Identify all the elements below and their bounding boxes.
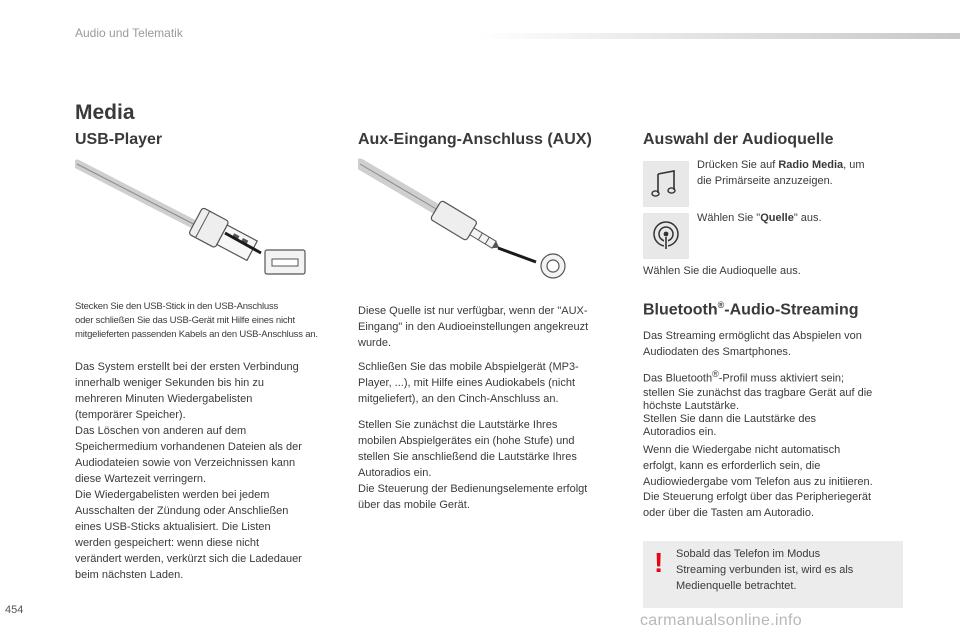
- text-span: -Profil muss aktiviert sein;: [718, 372, 845, 385]
- text-line: Eingang" in den Audioeinstellungen angekreuzt: [358, 321, 589, 333]
- text-span: Bluetooth: [643, 301, 718, 319]
- source-step-2: [697, 210, 822, 226]
- text-line: Autoradios ein.: [358, 467, 432, 479]
- aux-heading: Aux-Eingang-Anschluss (AUX): [358, 131, 592, 148]
- text-span: , um: [843, 159, 865, 171]
- text-line: Stellen Sie dann die Lautstärke des: [643, 412, 817, 425]
- warning-text: [676, 546, 896, 594]
- bluetooth-heading: [643, 300, 859, 319]
- text-line: Sobald das Telefon im Modus: [676, 548, 821, 560]
- source-step-1-line2: die Primärseite anzuzeigen.: [697, 175, 833, 187]
- section-title: Media: [75, 101, 135, 124]
- usb-heading: USB-Player: [75, 131, 163, 148]
- music-note-icon: [643, 161, 689, 207]
- usb-caption-line: Stecken Sie den USB-Stick in den USB-Anschluss: [75, 301, 279, 312]
- text-line: Die Steuerung der Bedienungselemente erfolgt: [358, 483, 588, 495]
- aux-paragraph-2: [358, 359, 628, 407]
- bluetooth-paragraph-3: [643, 442, 923, 490]
- usb-body-text: [75, 359, 345, 583]
- usb-stick-illustration: [75, 158, 315, 283]
- text-line: Wenn die Wiedergabe nicht automatisch: [643, 444, 841, 456]
- page-number: 454: [5, 604, 24, 616]
- text-line: verändert werden, verkürzt sich die Ladedauer: [75, 553, 302, 565]
- quelle-label: Quelle: [760, 212, 794, 224]
- quelle-button[interactable]: [643, 213, 689, 259]
- usb-caption-line: oder schließen Sie das USB-Gerät mit Hilfe eines nicht: [75, 315, 295, 326]
- text-line: Das Löschen von anderen auf dem: [75, 425, 247, 437]
- text-line: höchste Lautstärke.: [643, 399, 740, 412]
- text-line: über das mobile Gerät.: [358, 499, 470, 511]
- aux-jack-illustration: [358, 158, 573, 283]
- text-span: -Audio-Streaming: [724, 301, 859, 319]
- text-span: Drücken Sie auf: [697, 159, 779, 171]
- text-line: eines USB-Sticks aktualisiert. Die Listen: [75, 521, 271, 533]
- text-line: stellen Sie anschließend die Lautstärke Ihres: [358, 451, 577, 463]
- text-line: innerhalb weniger Sekunden bis hin zu: [75, 377, 264, 389]
- text-line: Schließen Sie das mobile Abspielgerät (MP3-: [358, 361, 579, 373]
- registered-mark: ®: [717, 300, 725, 310]
- bluetooth-paragraph-4: [643, 489, 923, 521]
- watermark: carmanualsonline.info: [640, 612, 802, 629]
- chapter-title: Audio und Telematik: [75, 26, 183, 40]
- text-line: werden gespeichert: wenn diese nicht: [75, 537, 260, 549]
- text-span: " aus.: [793, 212, 822, 224]
- text-line: beim nächsten Laden.: [75, 569, 184, 581]
- source-step-3: Wählen Sie die Audioquelle aus.: [643, 265, 801, 277]
- warning-icon: !: [654, 547, 664, 578]
- aux-paragraph-1: [358, 303, 628, 351]
- usb-caption-line: mitgelieferten passenden Kabels an den USB-Anschluss an.: [75, 329, 318, 340]
- text-line: Audiodaten des Smartphones.: [643, 346, 791, 358]
- source-signal-icon: [643, 213, 689, 259]
- text-span: Das Bluetooth: [643, 372, 713, 385]
- text-line: oder über die Tasten am Autoradio.: [643, 507, 815, 519]
- text-line: Audiodateien sowie von Verzeichnissen kann: [75, 457, 296, 469]
- text-line: stellen Sie zunächst das tragbare Gerät auf die: [643, 386, 873, 399]
- text-line: diese Wartezeit verringern.: [75, 473, 207, 485]
- text-line: mitgeliefert), an den Cinch-Anschluss an.: [358, 393, 559, 405]
- text-line: Diese Quelle ist nur verfügbar, wenn der "AUX-: [358, 305, 588, 317]
- header-gradient-bar: [480, 33, 960, 39]
- text-line: Ausschalten der Zündung oder Anschließen: [75, 505, 289, 517]
- text-line: mobilen Abspielgerätes ein (hohe Stufe) und: [358, 435, 575, 447]
- text-line: [643, 366, 923, 387]
- radio-media-label: Radio Media: [778, 159, 844, 171]
- text-line: Medienquelle betrachtet.: [676, 580, 797, 592]
- source-step-1: [697, 157, 865, 173]
- text-line: erfolgt, kann es erforderlich sein, die: [643, 460, 821, 472]
- text-line: Player, ...), mit Hilfe eines Audiokabels (nicht: [358, 377, 576, 389]
- text-line: Das Streaming ermöglicht das Abspielen von: [643, 330, 862, 342]
- text-line: Das System erstellt bei der ersten Verbindung: [75, 361, 299, 373]
- bluetooth-paragraph-2: [643, 366, 923, 439]
- text-line: mehreren Minuten Wiedergabelisten: [75, 393, 253, 405]
- text-line: Audiowiedergabe vom Telefon aus zu initiieren.: [643, 476, 873, 488]
- text-line: Stellen Sie zunächst die Lautstärke Ihres: [358, 419, 558, 431]
- aux-paragraph-3: [358, 417, 628, 513]
- text-line: (temporärer Speicher).: [75, 409, 186, 421]
- bluetooth-paragraph-1: [643, 328, 923, 360]
- text-line: Die Wiedergabelisten werden bei jedem: [75, 489, 270, 501]
- radio-media-button[interactable]: [643, 161, 689, 207]
- text-line: Speichermedium vorhandenen Dateien als der: [75, 441, 302, 453]
- source-heading: Auswahl der Audioquelle: [643, 131, 834, 148]
- text-line: wurde.: [358, 337, 392, 349]
- registered-mark: ®: [712, 369, 719, 379]
- text-line: Streaming verbunden ist, wird es als: [676, 564, 854, 576]
- text-line: Autoradios ein.: [643, 425, 717, 438]
- text-span: Wählen Sie ": [697, 212, 761, 224]
- text-line: Die Steuerung erfolgt über das Peripheriegerät: [643, 491, 872, 503]
